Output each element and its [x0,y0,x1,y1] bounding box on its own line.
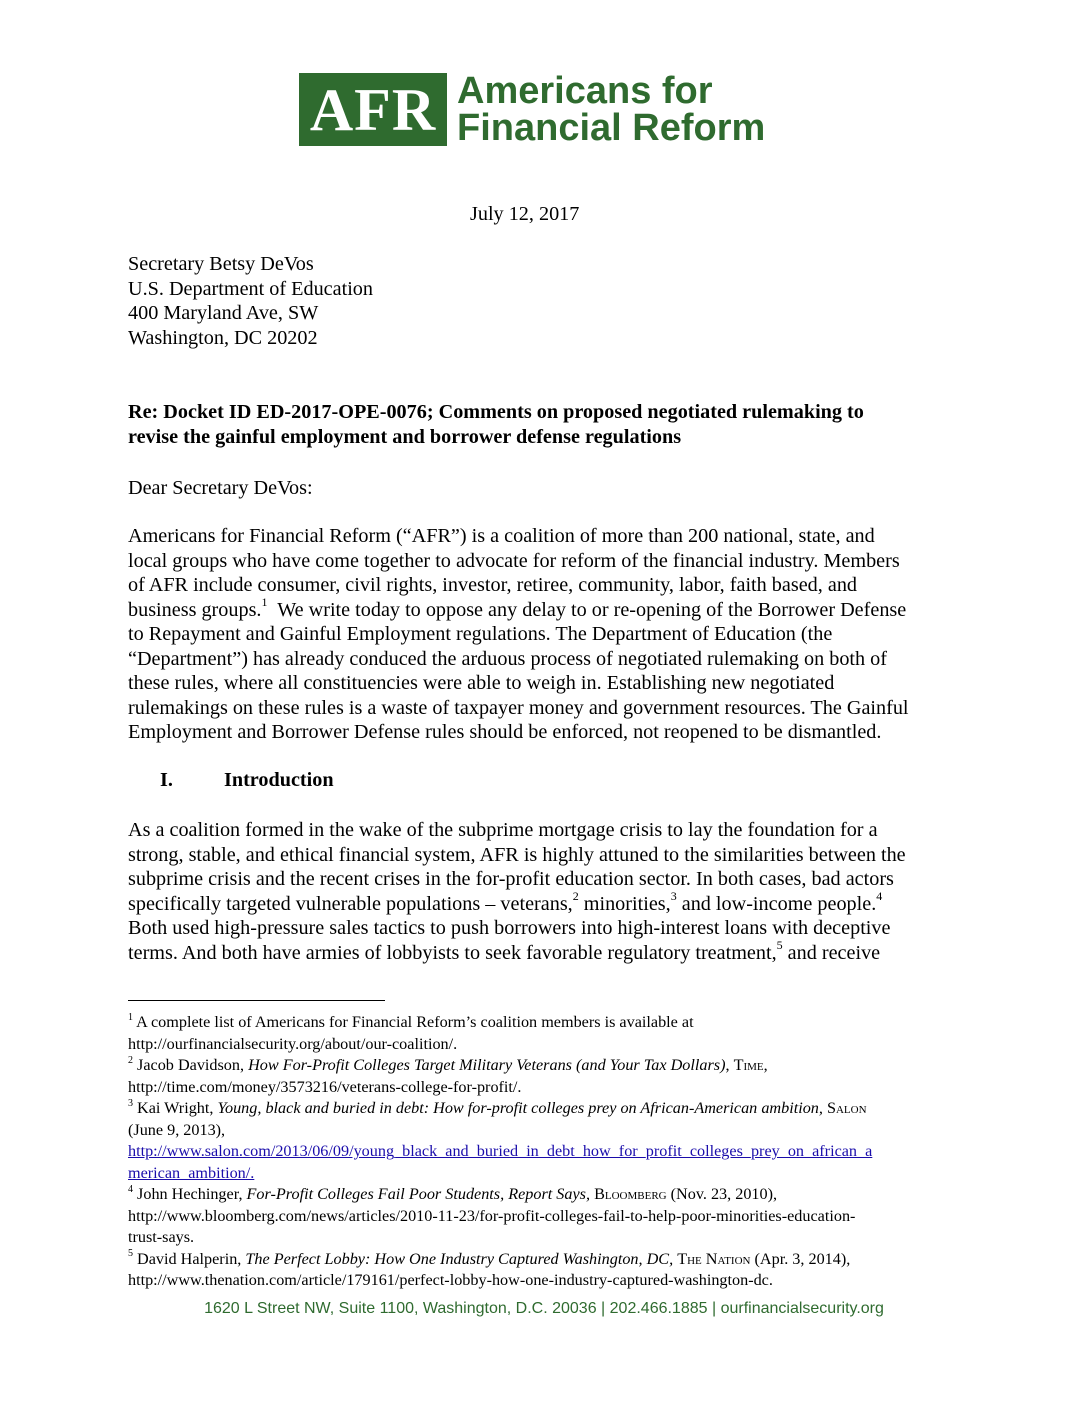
footnote-url: http://www.bloomberg.com/news/articles/2010-11-23/for-profit-colleges-fail-to-help-poor-minorities-education- [128,1206,856,1225]
logo-wordmark [457,69,766,149]
text-line [128,594,968,623]
text-segment: We write today to oppose any delay to or re-opening of the Borrower Defense [277,598,907,621]
address-line: 400 Maryland Ave, SW [128,302,319,324]
footnote-link[interactable]: merican_ambition/. [128,1163,255,1182]
footnote-5 [128,1249,968,1271]
footnote-2: $^2$ Jacob Davidson, How For-Profit Colleges Target Military Veterans (and Your Tax Dollars), Time, [128,1054,768,1074]
text-segment: and low-income people. [676,892,877,915]
footnote-author: Kai Wright, [137,1099,214,1117]
subject-line-1: Re: Docket ID ED-2017-OPE-0076; Comments on proposed negotiated rulemaking to [128,401,864,423]
text-segment: and receive [782,941,881,964]
text-segment: minorities, [578,892,671,915]
text-line: As a coalition formed in the wake of the subprime mortgage crisis to lay the foundation for a [128,819,878,841]
text-line: local groups who have come together to advocate for reform of the financial industry. Members [128,549,900,572]
intro-paragraph [128,524,968,745]
address-line: U.S. Department of Education [128,277,373,300]
logo-line-1: Americans for [457,69,713,112]
footnote-1 [128,1012,968,1034]
footnote-4 [128,1184,968,1206]
footnote-title: The Perfect Lobby: How One Industry Captured Washington, DC, [245,1249,674,1268]
footnote-ref-2[interactable]: 2 [572,888,579,903]
footnote-number: 1 [128,1011,133,1023]
footnote-ref-1[interactable]: 1 [261,594,268,609]
footnote-publication: Time [733,1056,764,1074]
text-line: rulemakings on these rules is a waste of taxpayer money and government resources. The Gainful [128,696,909,719]
section-heading [160,768,334,793]
afr-logo [299,69,766,149]
footnote-author: John Hechinger, [137,1185,243,1203]
subject-line-2: revise the gainful employment and borrower defense regulations [128,425,682,448]
recipient-address [128,252,373,350]
text-line: to Repayment and Gainful Employment regulations. The Department of Education (the [128,623,833,645]
footnote-author: Jacob Davidson, [137,1056,245,1074]
footnote-3 [128,1098,968,1120]
text-line: of AFR include consumer, civil rights, investor, retiree, community, labor, faith based, and [128,574,858,596]
footnote-ref-3[interactable]: 3 [670,888,677,903]
section-title: Introduction [224,769,334,791]
text-segment: specifically targeted vulnerable populations – veterans, [128,892,573,915]
introduction-paragraph [128,818,968,965]
footnote-url: trust-says. [128,1228,195,1246]
letterhead-footer: 1620 L Street NW, Suite 1100, Washington, D.C. 20036 | 202.466.1885 | ourfinancialsecurity.org [204,1300,884,1317]
text-line: subprime crisis and the recent crises in the for-profit education sector. In both cases, bad actors [128,868,894,890]
letter-date: July 12, 2017 [470,203,580,225]
text-line: “Department”) has already conduced the arduous process of negotiated rulemaking on both of [128,647,888,670]
footnote-title: For-Profit Colleges Fail Poor Students, Report Says, [246,1185,591,1203]
footnote-ref-4[interactable]: 4 [876,888,883,903]
section-number: I. [160,769,173,791]
text-line: these rules, where all constituencies were able to weigh in. Establishing new negotiated [128,672,835,694]
footnote-publication: Bloomberg [594,1185,667,1203]
text-line: Employment and Borrower Defense rules should be enforced, not reopened to be dismantled. [128,721,882,743]
footnote-url: http://www.thenation.com/article/179161/perfect-lobby-how-one-industry-captured-washington-dc. [128,1271,773,1289]
footnote-date: (Nov. 23, 2010), [670,1185,778,1203]
footnote-date: (June 9, 2013), [128,1120,226,1139]
footnote-ref-5[interactable]: 5 [776,937,783,952]
footnote-link-wrap [128,1163,968,1185]
footnotes [128,1012,968,1292]
text-line [128,888,968,917]
text-line: Americans for Financial Reform (“AFR”) is a coalition of more than 200 national, state, and [128,525,875,547]
text-segment: business groups. [128,598,262,621]
footnote-publication: The Nation [677,1249,751,1268]
footnote-title: How For-Profit Colleges Target Military Veterans (and Your Tax Dollars) [248,1056,726,1074]
footnote-number: 4 [128,1183,133,1195]
address-line: Secretary Betsy DeVos [128,253,314,275]
logo-line-2: Financial Reform [457,106,766,149]
footnote-number: 5 [128,1248,133,1260]
footnote-title: Young, black and buried in debt: How for-profit colleges prey on African-American ambition, [217,1099,823,1117]
footnote-number: 3 [128,1097,133,1109]
logo-abbr: AFR [299,73,447,146]
footnote-number: 2 [128,1054,133,1066]
text-line [128,937,968,966]
footnote-divider [128,1000,385,1001]
text-line: strong, stable, and ethical financial system, AFR is highly attuned to the similarities between the [128,843,906,866]
text-segment: terms. And both have armies of lobbyists to seek favorable regulatory treatment, [128,941,777,964]
address-line: Washington, DC 20202 [128,326,318,349]
footnote-link-wrap [128,1141,968,1163]
footnote-date: (Apr. 3, 2014), [754,1249,851,1268]
footnote-link[interactable]: http://www.salon.com/2013/06/09/young_black_and_buried_in_debt_how_for_profit_colleges_prey_on_african_a [128,1142,873,1160]
footnote-url: http://time.com/money/3573216/veterans-college-for-profit/. [128,1077,522,1096]
footnote-url: http://ourfinancialsecurity.org/about/our-coalition/. [128,1034,458,1053]
footnote-author: David Halperin, [137,1249,242,1268]
subject-line [128,400,968,449]
text-line: Both used high-pressure sales tactics to push borrowers into high-interest loans with deceptive [128,917,891,939]
footnote-text: A complete list of Americans for Financial Reform’s coalition members is available at [136,1013,694,1031]
footnote-publication: Salon [826,1099,867,1117]
salutation: Dear Secretary DeVos: [128,477,313,499]
